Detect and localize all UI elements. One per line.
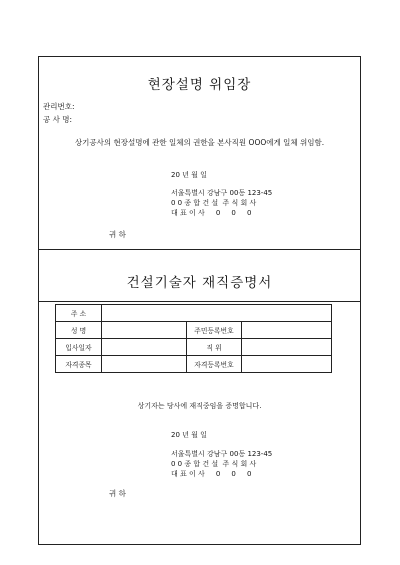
table-row	[56, 339, 332, 356]
certificate-title: 건설기술자 재직증명서	[126, 275, 273, 291]
delegation-issuer	[171, 188, 272, 218]
name-label: 성 명	[56, 322, 102, 339]
table-row	[56, 305, 332, 322]
delegation-recipient: 귀 하	[109, 230, 126, 239]
delegation-date: 20 년 월 일	[171, 171, 207, 179]
certificate-recipient: 귀 하	[109, 489, 126, 498]
qualification-label: 자격종목	[56, 356, 102, 373]
certificate-date: 20 년 월 일	[171, 431, 207, 439]
position-label: 직 위	[187, 339, 242, 356]
qualification-value-cell	[102, 356, 187, 373]
delegation-address: 서울특별시 강남구 00동 123-45	[171, 189, 273, 197]
join-date-label: 입사일자	[56, 339, 102, 356]
section-divider	[39, 249, 360, 250]
certificate-title-rule	[39, 301, 360, 302]
delegation-ceo: 대 표 이 사 0 0 0	[171, 209, 252, 217]
rrn-value-cell	[242, 322, 332, 339]
join-date-value-cell	[102, 339, 187, 356]
address-value-cell	[102, 305, 332, 322]
document-frame	[38, 56, 361, 545]
certificate-company: 0 0 종 합 건 설 주 식 회 사	[171, 460, 257, 468]
certificate-ceo: 대 표 이 사 0 0 0	[171, 470, 252, 478]
certificate-body-text: 상기자는 당사에 재직중임을 증명합니다.	[137, 402, 262, 410]
address-label: 주 소	[56, 305, 102, 322]
table-row	[56, 322, 332, 339]
certificate-address: 서울특별시 강남구 00동 123-45	[171, 450, 273, 458]
position-value-cell	[242, 339, 332, 356]
name-value-cell	[102, 322, 187, 339]
qualification-number-value-cell	[242, 356, 332, 373]
delegation-title: 현장설명 위임장	[147, 77, 252, 93]
rrn-label: 주민등록번호	[187, 322, 242, 339]
employee-info-table	[55, 304, 332, 373]
table-row	[56, 356, 332, 373]
delegation-body-text: 상기공사의 현장설명에 관한 일체의 권한을 본사직원 OOO에게 일체 위임함.	[74, 138, 325, 147]
project-name-label: 공 사 명:	[43, 115, 73, 124]
delegation-company: 0 0 종 합 건 설 주 식 회 사	[171, 199, 257, 207]
management-number-label: 관리번호:	[43, 102, 75, 111]
qualification-number-label: 자격등록번호	[187, 356, 242, 373]
certificate-issuer	[171, 449, 272, 479]
